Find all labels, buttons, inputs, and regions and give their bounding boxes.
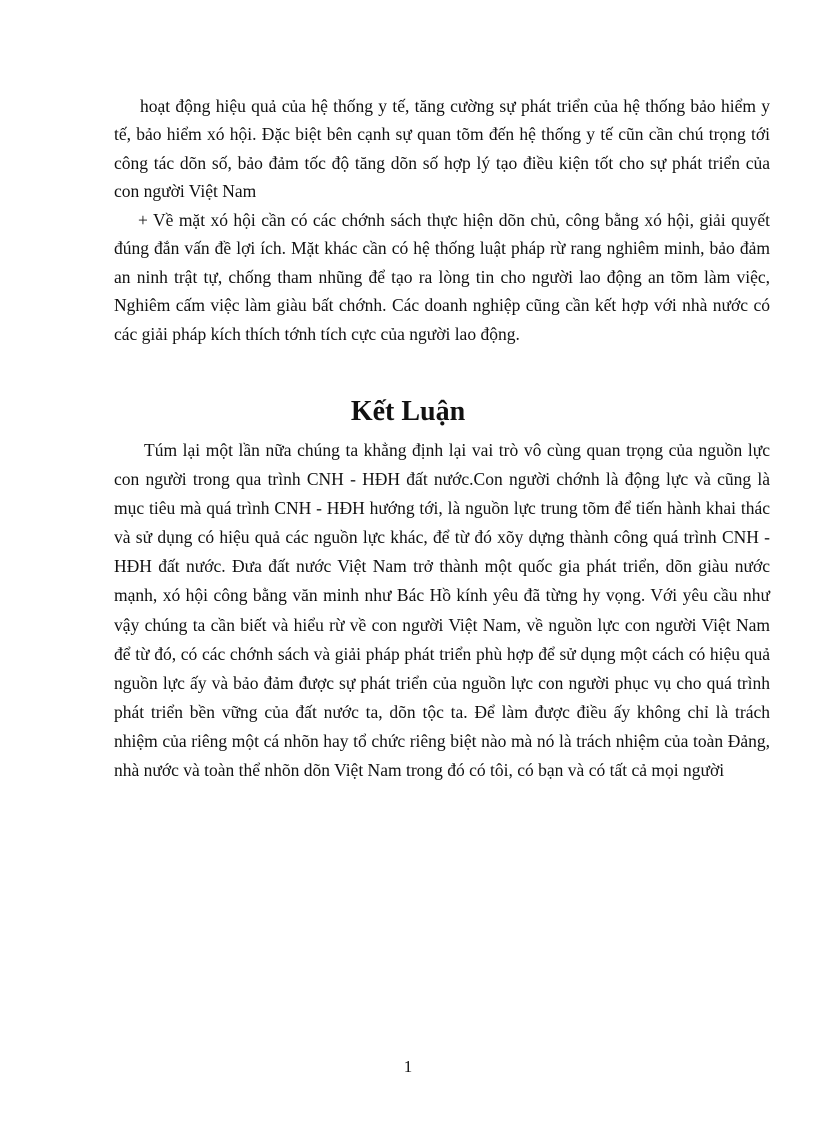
conclusion-heading: Kết Luận xyxy=(350,396,466,427)
page-number: 1 xyxy=(403,1057,413,1076)
paragraph-health-insurance: hoạt động hiệu quả của hệ thống y tế, tăng cường sự phát triển của hệ thống bảo hiểm y tế, bảo hiểm xó hội. Đặc biệt bên cạnh sự quan tõm đến hệ thống y tế cũn cần chú trọng tới công tác dõn số, bảo đảm tốc độ tăng dõn số hợp lý tạo điều kiện tốt cho sự phát triển của con người Việt Nam xyxy=(114,96,770,202)
paragraph-conclusion: Túm lại một lần nữa chúng ta khẳng định lại vai trò vô cùng quan trọng của nguồn lực con người trong qua trình CNH - HĐH đất nước.Con người chớnh là động lực và cũng là mục tiêu mà quá trình CNH - HĐH hướng tới, là nguồn lực trung tõm để tiến hành khai thác và sử dụng có hiệu quả các nguồn lực khác, để từ đó xõy dựng thành công quá trình CNH - HĐH đất nước. Đưa đất nước Việt Nam trở thành một quốc gia phát triển, dõn giàu nước mạnh, xó hội công bằng văn minh như Bác Hồ kính yêu đã từng hy vọng. Với yêu cầu như vậy chúng ta cần biết và hiểu rừ về con người Việt Nam, về nguồn lực con người Việt Nam để từ đó, có các chớnh sách và giải pháp phát triển phù hợp để sử dụng một cách có hiệu quả nguồn lực ấy và bảo đảm được sự phát triển của nguồn lực con người phục vụ cho quá trình phát triển bền vững của đất nước ta, dõn tộc ta. Để làm được điều ấy không chỉ là trách nhiệm của riêng một cá nhõn hay tổ chức riêng biệt nào mà nó là trách nhiệm của toàn Đảng, nhà nước và toàn thể nhõn dõn Việt Nam trong đó có tôi, có bạn và có tất cả mọi người xyxy=(114,440,770,781)
paragraph-social-policy: + Về mặt xó hội cần có các chớnh sách thực hiện dõn chủ, công bằng xó hội, giải quyết đúng đắn vấn đề lợi ích. Mặt khác cần có hệ thống luật pháp rừ rang nghiêm minh, bảo đảm an ninh trật tự, chống tham nhũng để tạo ra lòng tin cho người lao động an tõm làm việc, Nghiêm cấm việc làm giàu bất chớnh. Các doanh nghiệp cũng cần kết hợp với nhà nước có các giải pháp kích thích tớnh tích cực của người lao động. xyxy=(114,210,770,344)
